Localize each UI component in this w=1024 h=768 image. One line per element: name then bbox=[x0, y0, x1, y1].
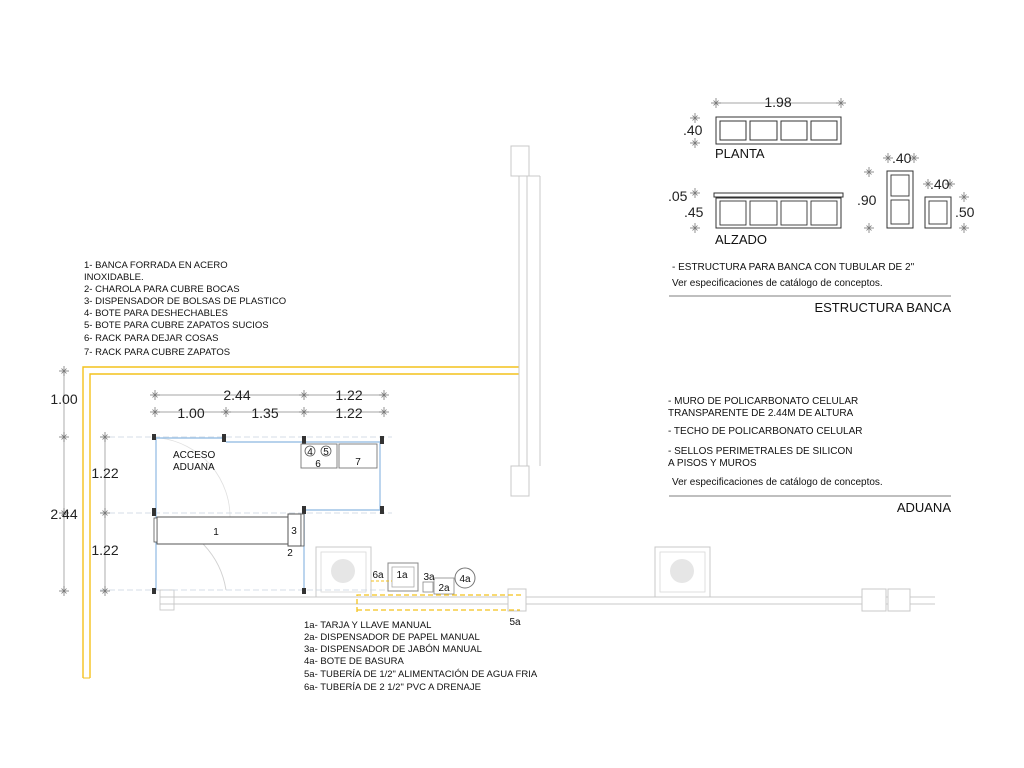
dim-left-top: 1.00 bbox=[50, 391, 78, 407]
legend-item: 1- BANCA FORRADA EN ACERO bbox=[84, 260, 228, 271]
legend-bottom bbox=[304, 620, 538, 693]
dim-top-total: 2.44 bbox=[223, 387, 251, 403]
dim-small-h: .50 bbox=[955, 204, 975, 220]
legend-item: 6- RACK PARA DEJAR COSAS bbox=[84, 333, 219, 344]
dim-left-a: 1.22 bbox=[91, 465, 119, 481]
aduana-title: ADUANA bbox=[896, 500, 951, 515]
tag-4: 4 bbox=[307, 447, 313, 458]
dim-small-w: .40 bbox=[930, 176, 950, 192]
tag-6a: 6a bbox=[372, 570, 384, 581]
estructura-banca-section bbox=[668, 94, 975, 315]
acceso-label-1: ACCESO bbox=[173, 450, 216, 461]
planta-label: PLANTA bbox=[715, 146, 765, 161]
bench-elevation bbox=[714, 193, 843, 228]
aduana-note-3: - TECHO DE POLICARBONATO CELULAR bbox=[668, 426, 863, 437]
aduana-note-2: TRANSPARENTE DE 2.44M DE ALTURA bbox=[668, 408, 854, 419]
dim-sub-3: 1.22 bbox=[335, 405, 363, 421]
dim-width: 1.98 bbox=[764, 94, 792, 110]
legend-item: INOXIDABLE. bbox=[84, 272, 144, 283]
legend-item: 5- BOTE PARA CUBRE ZAPATOS SUCIOS bbox=[84, 320, 269, 331]
bench-plan bbox=[716, 117, 841, 144]
legend-item: 4- BOTE PARA DESHECHABLES bbox=[84, 308, 228, 319]
estructura-title: ESTRUCTURA BANCA bbox=[814, 300, 951, 315]
legend-item: 2- CHAROLA PARA CUBRE BOCAS bbox=[84, 284, 240, 295]
tag-5a: 5a bbox=[509, 617, 521, 628]
legend-left bbox=[84, 260, 286, 358]
legend-item: 3- DISPENSADOR DE BOLSAS DE PLASTICO bbox=[84, 296, 287, 307]
tag-1: 1 bbox=[213, 527, 219, 538]
tag-4a: 4a bbox=[459, 574, 471, 585]
legend-bottom-item: 1a- TARJA Y LLAVE MANUAL bbox=[304, 620, 432, 631]
legend-bottom-item: 5a- TUBERÍA DE 1/2" ALIMENTACIÓN DE AGUA FRIA bbox=[304, 669, 538, 680]
aduana-notes-section bbox=[668, 396, 951, 515]
dim-depth: .40 bbox=[683, 122, 703, 138]
dim-left-b: 1.22 bbox=[91, 542, 119, 558]
dim-sub-1: 1.00 bbox=[177, 405, 205, 421]
legend-item: 7- RACK PARA CUBRE ZAPATOS bbox=[84, 347, 231, 358]
tag-3: 3 bbox=[291, 526, 297, 537]
aduana-ver: Ver especificaciones de catálogo de conceptos. bbox=[672, 477, 883, 488]
legend-bottom-item: 2a- DISPENSADOR DE PAPEL MANUAL bbox=[304, 632, 480, 643]
bench-side-view bbox=[887, 171, 913, 228]
dim-side-w: .40 bbox=[892, 150, 912, 166]
bench-small-view bbox=[925, 197, 951, 228]
tag-2a: 2a bbox=[438, 583, 450, 594]
aduana-note-1: - MURO DE POLICARBONATO CELULAR bbox=[668, 396, 859, 407]
tag-1a: 1a bbox=[396, 570, 408, 581]
dim-side-h: .90 bbox=[857, 192, 877, 208]
bench-1 bbox=[157, 517, 289, 544]
estructura-ver: Ver especificaciones de catálogo de conceptos. bbox=[672, 278, 883, 289]
legend-bottom-item: 3a- DISPENSADOR DE JABÓN MANUAL bbox=[304, 644, 482, 655]
tag-6: 6 bbox=[315, 459, 321, 470]
alzado-label: ALZADO bbox=[715, 232, 768, 247]
tag-2: 2 bbox=[287, 548, 293, 559]
dim-height: .45 bbox=[684, 204, 704, 220]
tag-3a: 3a bbox=[423, 572, 435, 583]
dim-left-total: 2.44 bbox=[50, 506, 78, 522]
tag-5: 5 bbox=[323, 447, 329, 458]
acceso-label-2: ADUANA bbox=[173, 462, 215, 473]
legend-bottom-item: 6a- TUBERÍA DE 2 1/2" PVC A DRENAJE bbox=[304, 682, 481, 693]
dim-sub-2: 1.35 bbox=[251, 405, 279, 421]
dim-top: .05 bbox=[668, 188, 688, 204]
estructura-note: - ESTRUCTURA PARA BANCA CON TUBULAR DE 2" bbox=[672, 262, 915, 273]
tag-7: 7 bbox=[355, 457, 361, 468]
aduana-note-4: - SELLOS PERIMETRALES DE SILICON bbox=[668, 446, 853, 457]
legend-bottom-item: 4a- BOTE DE BASURA bbox=[304, 656, 404, 667]
aduana-note-5: A PISOS Y MUROS bbox=[668, 458, 757, 469]
dim-top-right: 1.22 bbox=[335, 387, 363, 403]
